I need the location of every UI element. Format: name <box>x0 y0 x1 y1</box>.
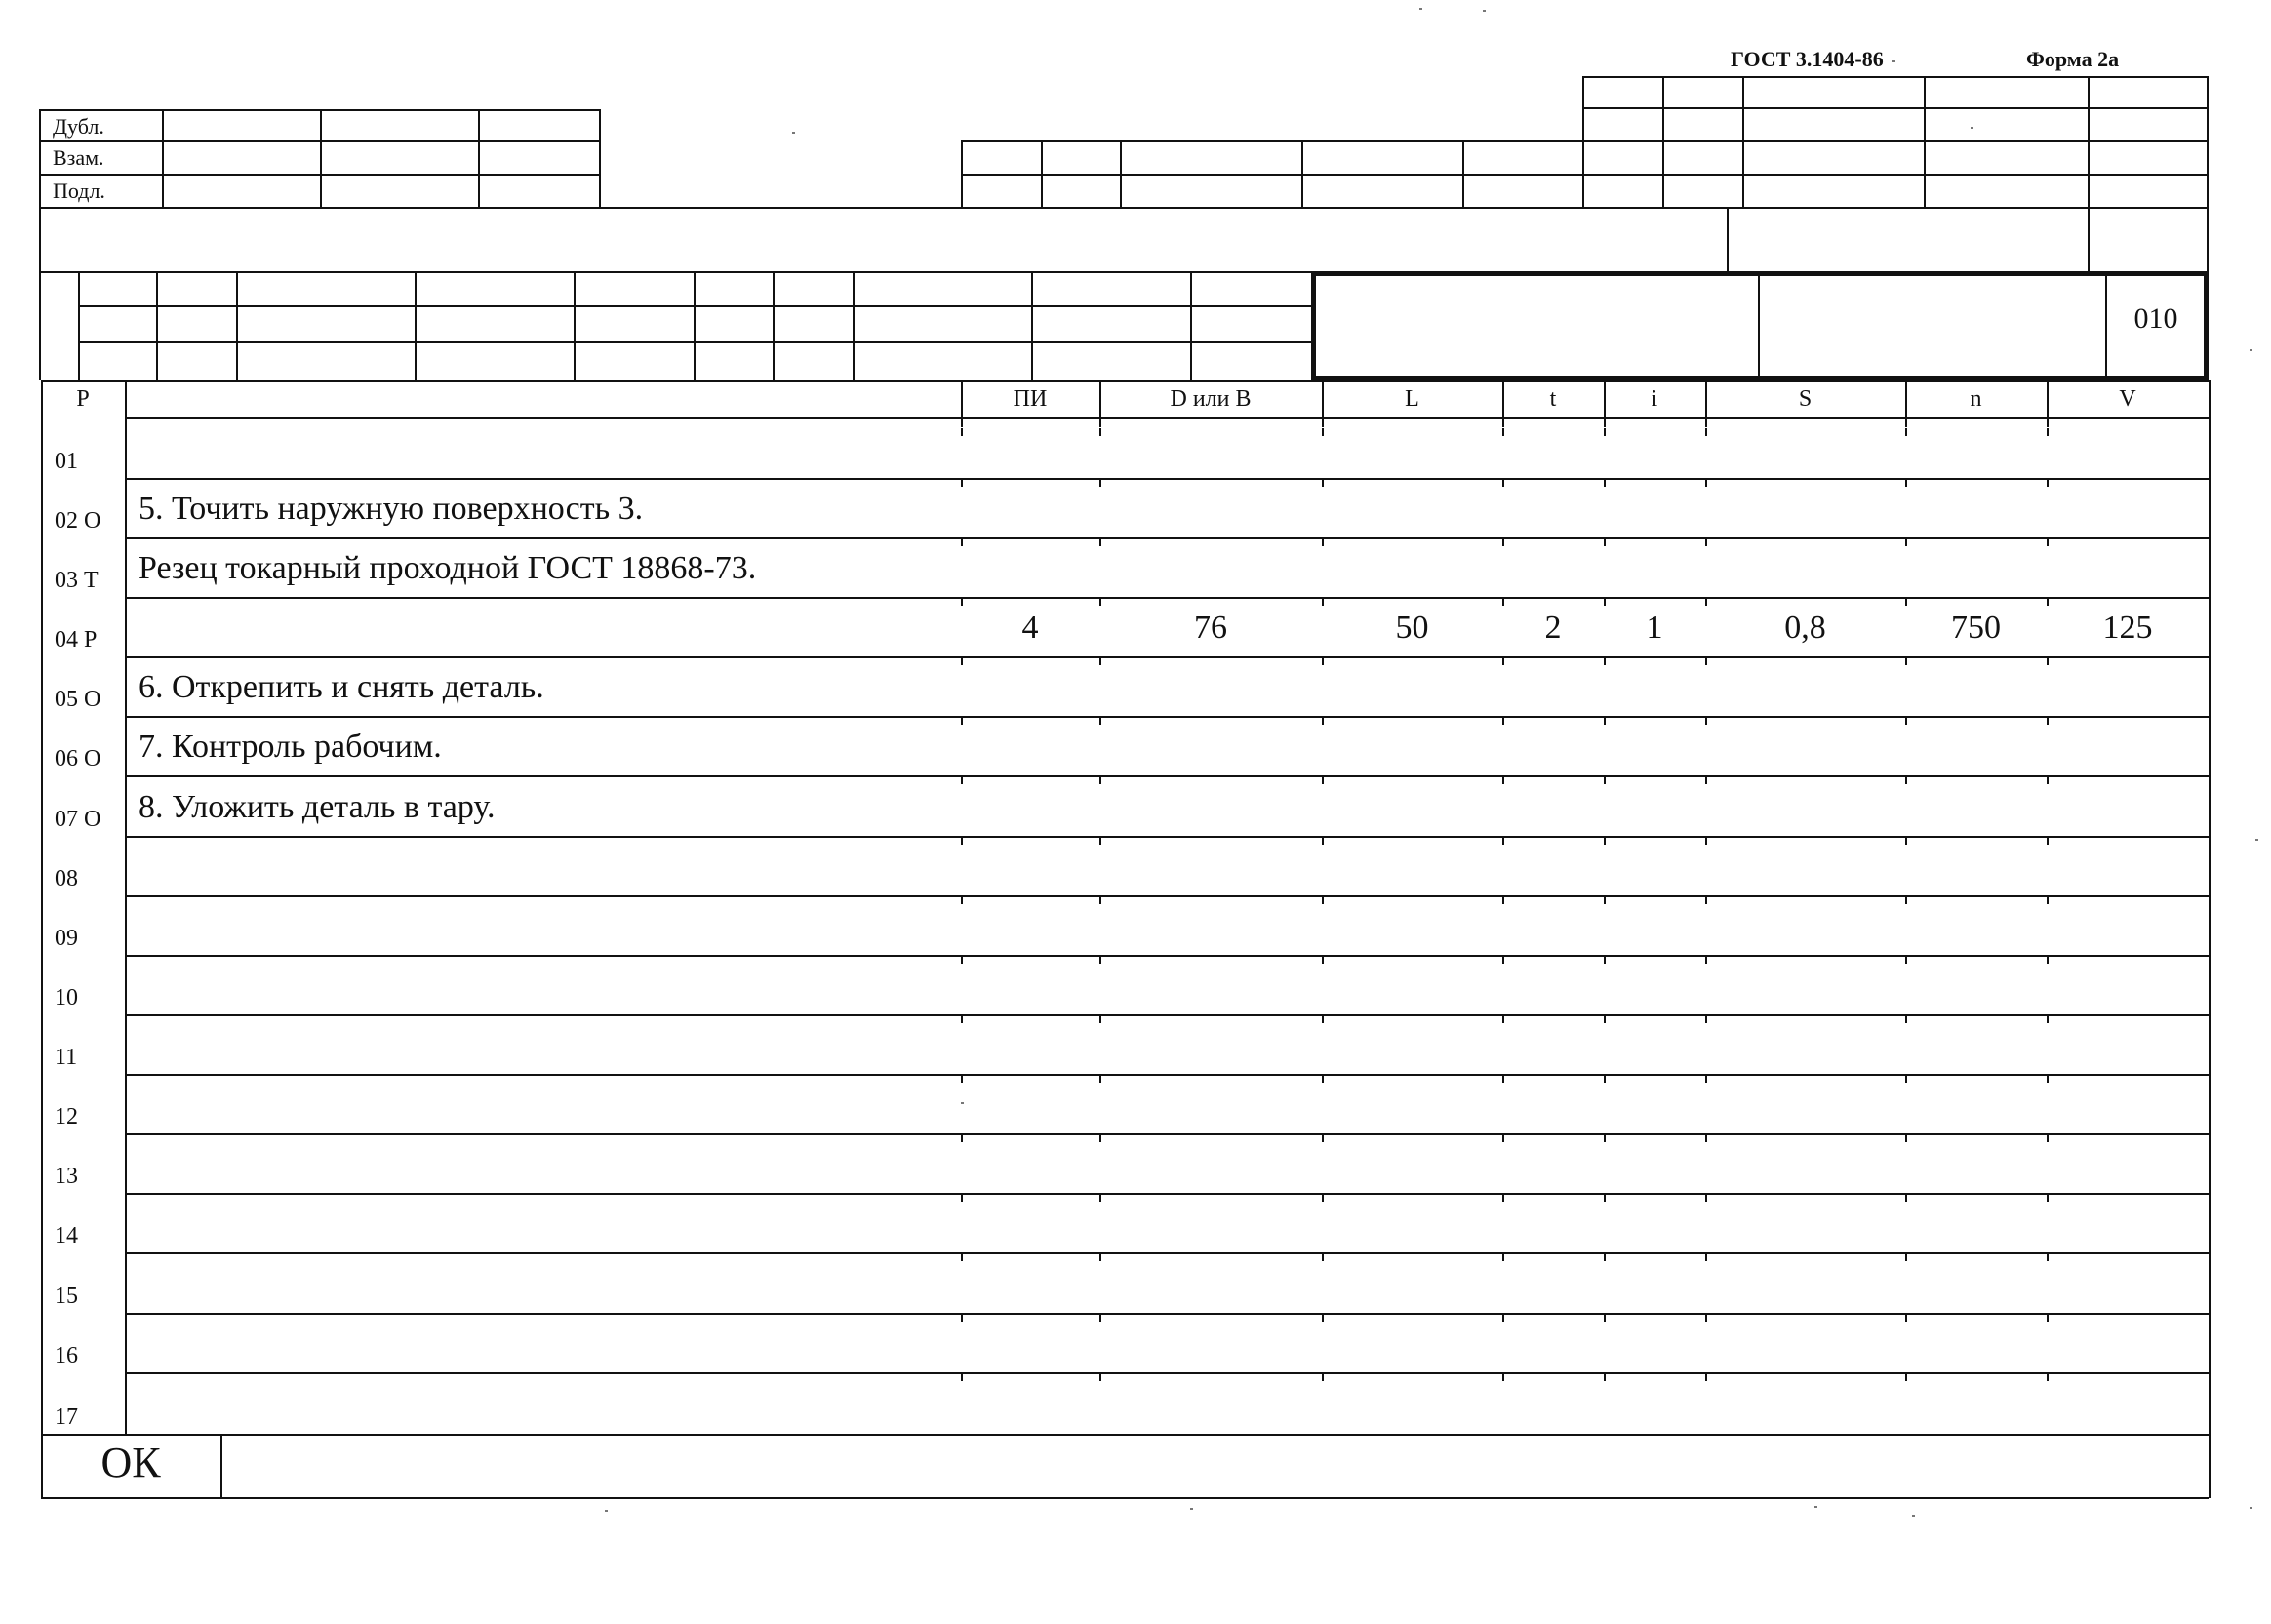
column-tick <box>2047 1314 2049 1322</box>
column-tick <box>1905 776 1907 784</box>
column-tick <box>1502 776 1504 784</box>
column-tick <box>1604 1194 1606 1202</box>
column-tick <box>1322 1134 1324 1142</box>
column-tick <box>1322 538 1324 546</box>
col-header-v: V <box>2119 386 2136 412</box>
column-tick <box>1099 479 1101 487</box>
column-tick <box>1604 1015 1606 1023</box>
column-tick <box>961 776 963 784</box>
column-tick <box>1705 1134 1707 1142</box>
column-tick <box>1502 1075 1504 1083</box>
column-tick <box>1604 598 1606 606</box>
cell-i: 1 <box>1646 610 1663 646</box>
column-tick <box>1502 896 1504 904</box>
col-header-pi: ПИ <box>1013 386 1048 412</box>
col-header-t: t <box>1549 386 1557 412</box>
column-tick <box>961 1253 963 1261</box>
cell-t: 2 <box>1544 610 1562 646</box>
column-tick <box>2047 776 2049 784</box>
column-tick <box>1322 598 1324 606</box>
cell-l: 50 <box>1395 610 1429 646</box>
column-tick <box>1905 598 1907 606</box>
col-header-l: L <box>1405 386 1419 412</box>
column-tick <box>1705 1015 1707 1023</box>
column-tick <box>1905 837 1907 845</box>
column-tick <box>1099 428 1101 436</box>
column-tick <box>961 1075 963 1083</box>
column-tick <box>1322 837 1324 845</box>
column-tick <box>1705 1373 1707 1381</box>
column-tick <box>1905 1015 1907 1023</box>
column-tick <box>1502 479 1504 487</box>
row-text: 7. Контроль рабочим. <box>139 729 442 765</box>
column-tick <box>1604 837 1606 845</box>
column-tick <box>1905 1253 1907 1261</box>
column-tick <box>2047 717 2049 725</box>
column-tick <box>2047 1373 2049 1381</box>
column-tick <box>1502 717 1504 725</box>
cell-n: 750 <box>1951 610 2001 646</box>
operation-box <box>1311 271 2209 380</box>
column-tick <box>1604 1314 1606 1322</box>
column-tick <box>1905 1373 1907 1381</box>
column-tick <box>1099 956 1101 964</box>
column-tick <box>1905 956 1907 964</box>
row-number: 14 <box>55 1223 78 1248</box>
column-tick <box>1502 956 1504 964</box>
column-tick <box>1604 657 1606 665</box>
row-text: 8. Уложить деталь в тару. <box>139 789 496 825</box>
column-tick <box>1502 538 1504 546</box>
row-number: 13 <box>55 1164 78 1189</box>
vzam-label: Взам. <box>53 145 104 170</box>
column-tick <box>1099 1134 1101 1142</box>
column-tick <box>1502 1373 1504 1381</box>
column-tick <box>1322 1314 1324 1322</box>
column-tick <box>1322 956 1324 964</box>
row-number: 09 <box>55 926 78 951</box>
column-tick <box>961 896 963 904</box>
row-text: 5. Точить наружную поверхность 3. <box>139 491 644 527</box>
column-tick <box>1705 1314 1707 1322</box>
column-tick <box>1705 1075 1707 1083</box>
column-tick <box>1604 538 1606 546</box>
column-tick <box>1905 538 1907 546</box>
column-tick <box>1705 657 1707 665</box>
column-tick <box>1905 1075 1907 1083</box>
column-tick <box>1604 956 1606 964</box>
row-number: 17 <box>55 1405 78 1430</box>
col-header-s: S <box>1798 386 1813 412</box>
column-tick <box>1099 538 1101 546</box>
column-tick <box>1099 837 1101 845</box>
column-tick <box>961 428 963 436</box>
column-tick <box>1604 896 1606 904</box>
column-tick <box>1099 1075 1101 1083</box>
column-tick <box>1604 1373 1606 1381</box>
column-tick <box>1099 1314 1101 1322</box>
column-tick <box>1099 776 1101 784</box>
column-tick <box>2047 837 2049 845</box>
column-tick <box>2047 896 2049 904</box>
col-header-d-or-b: D или В <box>1170 386 1252 412</box>
column-tick <box>1905 479 1907 487</box>
cell-v: 125 <box>2102 610 2153 646</box>
column-tick <box>1322 1075 1324 1083</box>
footer-ok-label: ОК <box>100 1439 161 1486</box>
column-tick <box>1502 657 1504 665</box>
column-tick <box>1905 428 1907 436</box>
column-tick <box>961 717 963 725</box>
column-tick <box>1905 1314 1907 1322</box>
column-tick <box>1604 776 1606 784</box>
column-tick <box>2047 598 2049 606</box>
column-tick <box>1705 598 1707 606</box>
column-tick <box>1905 657 1907 665</box>
podl-label: Подл. <box>53 178 105 203</box>
column-tick <box>2047 657 2049 665</box>
row-number: 10 <box>55 985 78 1010</box>
column-tick <box>1099 1194 1101 1202</box>
column-tick <box>1502 428 1504 436</box>
column-tick <box>1322 1253 1324 1261</box>
column-tick <box>1322 428 1324 436</box>
column-tick <box>1705 837 1707 845</box>
column-tick <box>1604 1075 1606 1083</box>
column-tick <box>1502 837 1504 845</box>
column-tick <box>961 1314 963 1322</box>
column-tick <box>1905 1194 1907 1202</box>
row-number: 16 <box>55 1343 78 1368</box>
column-tick <box>1705 538 1707 546</box>
column-tick <box>1604 479 1606 487</box>
column-tick <box>961 538 963 546</box>
column-tick <box>1705 717 1707 725</box>
row-number: 05 О <box>55 687 101 712</box>
cell-pi: 4 <box>1021 610 1039 646</box>
column-tick <box>1604 717 1606 725</box>
column-tick <box>1099 896 1101 904</box>
column-tick <box>1502 1194 1504 1202</box>
dubl-label: Дубл. <box>53 114 104 139</box>
column-tick <box>2047 1075 2049 1083</box>
operation-number: 010 <box>2133 302 2178 335</box>
col-header-row-label: Р <box>76 386 90 412</box>
cell-d: 76 <box>1194 610 1227 646</box>
column-tick <box>1604 1253 1606 1261</box>
column-tick <box>1705 896 1707 904</box>
column-tick <box>1905 896 1907 904</box>
gost-label: ГОСТ 3.1404-86 <box>1731 47 1884 71</box>
row-number: 06 О <box>55 746 101 772</box>
row-number: 08 <box>55 866 78 891</box>
row-text: 6. Открепить и снять деталь. <box>139 669 544 705</box>
column-tick <box>1705 956 1707 964</box>
column-tick <box>1322 896 1324 904</box>
column-tick <box>1502 1134 1504 1142</box>
column-tick <box>961 956 963 964</box>
column-tick <box>2047 956 2049 964</box>
row-number: 15 <box>55 1284 78 1309</box>
column-tick <box>1322 776 1324 784</box>
row-number: 01 <box>55 449 78 474</box>
column-tick <box>2047 1253 2049 1261</box>
row-number: 04 Р <box>55 627 98 653</box>
column-tick <box>1099 1015 1101 1023</box>
column-tick <box>2047 428 2049 436</box>
column-tick <box>2047 479 2049 487</box>
column-tick <box>1322 1015 1324 1023</box>
column-tick <box>1322 717 1324 725</box>
column-tick <box>961 837 963 845</box>
column-tick <box>961 598 963 606</box>
cell-s: 0,8 <box>1784 610 1826 646</box>
row-text: Резец токарный проходной ГОСТ 18868-73. <box>139 550 757 586</box>
column-tick <box>1604 1134 1606 1142</box>
column-tick <box>961 1015 963 1023</box>
column-tick <box>1905 1134 1907 1142</box>
column-tick <box>2047 1015 2049 1023</box>
col-header-n: n <box>1970 386 1982 412</box>
column-tick <box>961 1134 963 1142</box>
column-tick <box>1705 776 1707 784</box>
column-tick <box>1502 1253 1504 1261</box>
column-tick <box>2047 1194 2049 1202</box>
column-tick <box>2047 1134 2049 1142</box>
column-tick <box>961 1194 963 1202</box>
column-tick <box>1705 479 1707 487</box>
column-tick <box>1099 598 1101 606</box>
column-tick <box>961 657 963 665</box>
column-tick <box>1502 598 1504 606</box>
column-tick <box>1705 1194 1707 1202</box>
column-tick <box>2047 538 2049 546</box>
column-tick <box>1502 1314 1504 1322</box>
column-tick <box>1705 1253 1707 1261</box>
row-number: 11 <box>55 1045 78 1070</box>
form-label: Форма 2а <box>2026 47 2120 71</box>
column-tick <box>1502 1015 1504 1023</box>
column-tick <box>1705 428 1707 436</box>
column-tick <box>1604 428 1606 436</box>
column-tick <box>1322 479 1324 487</box>
column-tick <box>1099 1253 1101 1261</box>
column-tick <box>1099 717 1101 725</box>
row-number: 07 О <box>55 807 101 832</box>
col-header-i: i <box>1651 386 1658 412</box>
column-tick <box>1322 657 1324 665</box>
row-number: 02 О <box>55 508 101 534</box>
column-tick <box>961 1373 963 1381</box>
column-tick <box>1099 657 1101 665</box>
column-tick <box>1099 1373 1101 1381</box>
row-number: 12 <box>55 1104 78 1129</box>
column-tick <box>1905 717 1907 725</box>
column-tick <box>961 479 963 487</box>
column-tick <box>1322 1373 1324 1381</box>
row-number: 03 Т <box>55 568 99 593</box>
column-tick <box>1322 1194 1324 1202</box>
